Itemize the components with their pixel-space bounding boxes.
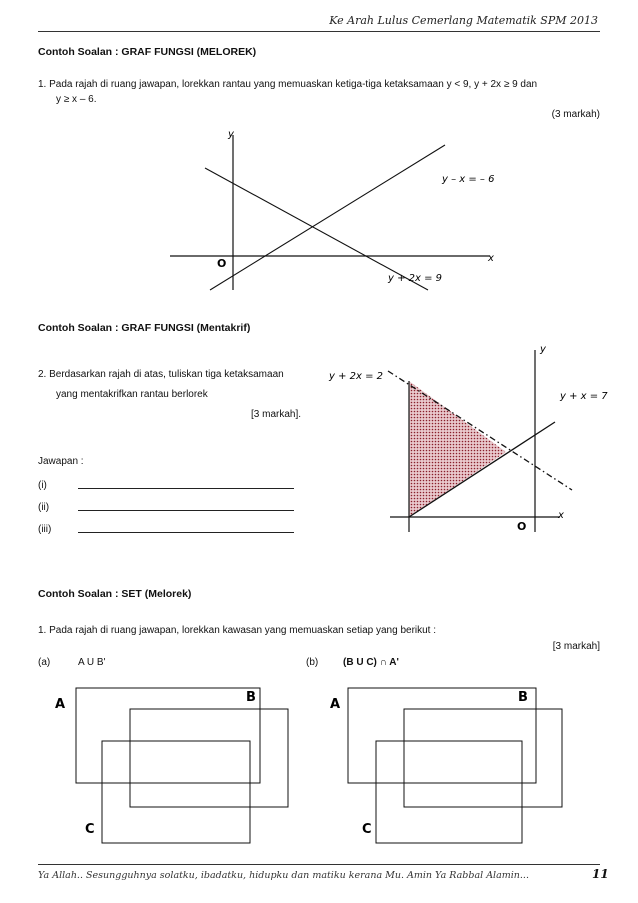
part-b-expression: (B U C) ∩ A' xyxy=(343,657,399,668)
set-b-label: B xyxy=(246,690,256,705)
origin-label: O xyxy=(517,520,527,533)
answer-i-label: (i) xyxy=(38,480,47,491)
page-header-title: Ke Arah Lulus Cemerlang Matematik SPM 2013 xyxy=(329,14,598,27)
part-a-label: (a) xyxy=(38,657,51,668)
set-b-label: B xyxy=(518,690,528,705)
part-a-expression: A U B' xyxy=(78,657,106,668)
set-b-rectangle xyxy=(404,709,562,807)
section1-question-line1: 1. Pada rajah di ruang jawapan, lorekkan rantau yang memuaskan ketiga-tiga ketaksamaan y < 9, y + 2x ≥ 9 dan xyxy=(38,79,538,90)
section2-marks: [3 markah]. xyxy=(251,409,302,420)
line2-label: y + x = 7 xyxy=(560,391,608,402)
set-c-rectangle xyxy=(376,741,522,843)
section1-title: Contoh Soalan : GRAF FUNGSI (MELOREK) xyxy=(38,46,257,58)
section2-question-line2: yang mentakrifkan rantau berlorek xyxy=(56,389,208,400)
answer-i-line[interactable] xyxy=(78,488,294,489)
set-a-label: A xyxy=(330,697,341,712)
answer-label: Jawapan : xyxy=(38,456,84,467)
set-a-rectangle xyxy=(76,688,260,783)
set-c-label: C xyxy=(85,822,95,837)
part-b-label: (b) xyxy=(306,657,319,668)
x-axis-label: x xyxy=(558,510,564,521)
line1-label: y – x = – 6 xyxy=(442,174,495,185)
section3-question: 1. Pada rajah di ruang jawapan, lorekkan kawasan yang memuaskan setiap yang berikut : xyxy=(38,625,437,636)
set-a-label: A xyxy=(55,697,66,712)
section2-question-line1: 2. Berdasarkan rajah di atas, tuliskan tiga ketaksamaan xyxy=(38,369,284,380)
venn-diagram-b xyxy=(328,683,578,848)
set-b-rectangle xyxy=(130,709,288,807)
y-axis-label: y xyxy=(540,344,546,355)
x-axis-label: x xyxy=(488,253,494,264)
section3-marks: [3 markah] xyxy=(552,641,600,652)
line1-label: y + 2x = 2 xyxy=(329,371,384,382)
set-c-label: C xyxy=(362,822,372,837)
set-c-rectangle xyxy=(102,741,250,843)
section1-graph xyxy=(160,125,520,295)
shaded-region xyxy=(409,381,506,517)
footer-rule xyxy=(38,864,600,865)
section1-marks: (3 markah) xyxy=(551,109,600,120)
line-y-minus-x xyxy=(210,145,445,290)
y-axis-label: y xyxy=(228,129,234,140)
line-y-plus-2x xyxy=(205,168,428,290)
answer-iii-label: (iii) xyxy=(38,524,52,535)
footer-text: Ya Allah.. Sesungguhnya solatku, ibadatku, hidupku dan matiku kerana Mu. Amin Ya Rabbal Alamin... xyxy=(38,870,529,881)
answer-ii-line[interactable] xyxy=(78,510,294,511)
origin-label: O xyxy=(217,257,227,270)
section2-title: Contoh Soalan : GRAF FUNGSI (Mentakrif) xyxy=(38,322,251,334)
section2-graph xyxy=(320,335,620,535)
answer-ii-label: (ii) xyxy=(38,502,50,513)
page-number: 11 xyxy=(592,867,609,881)
header-rule xyxy=(38,31,600,32)
section1-question-line2: y ≥ x – 6. xyxy=(56,94,97,105)
line2-label: y + 2x = 9 xyxy=(388,273,443,284)
answer-iii-line[interactable] xyxy=(78,532,294,533)
section3-title: Contoh Soalan : SET (Melorek) xyxy=(38,588,192,600)
venn-diagram-a xyxy=(50,683,300,848)
